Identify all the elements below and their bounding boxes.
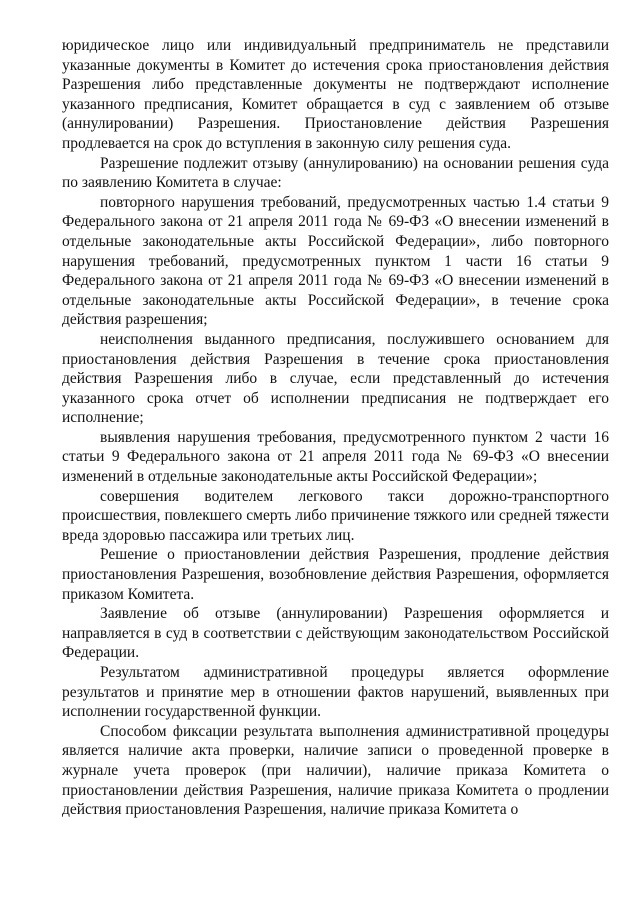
paragraph-1: юридическое лицо или индивидуальный предприниматель не представили указанные документы в Комитет до истечения срока приостановления действия Разрешения либо представленные документы не подтверждают исполнение указанного предписания, Комитет обращается в суд с заявлением об отзыве (аннулировании) Разрешения. Приостановление действия Разрешения продлевается на срок до вступления в законную силу решения суда.	[62, 37, 609, 152]
paragraph-5: выявления нарушения требования, предусмотренного пунктом 2 части 16 статьи 9 Федерального закона от 21 апреля 2011 года № 69-ФЗ «О внесении изменений в отдельные законодательные акты Российской Федерации»;	[62, 428, 609, 486]
paragraph-9: Результатом административной процедуры является оформление результатов и принятие мер в отношении фактов нарушений, выявленных при исполнении государственной функции.	[62, 664, 609, 721]
paragraph-6: совершения водителем легкового такси дорожно-транспортного происшествия, повлекшего смерть либо причинение тяжкого или средней тяжести вреда здоровью пассажира или третьих лиц.	[62, 487, 609, 544]
paragraph-10: Способом фиксации результата выполнения административной процедуры является наличие акта проверки, наличие записи о проведенной проверке в журнале учета проверок (при наличии), наличие приказа Комитета о приостановлении действия Разрешения, наличие приказа Комитета о продлении действия приостановления Разрешения, наличие приказа Комитета о	[62, 722, 609, 819]
paragraph-2: Разрешение подлежит отзыву (аннулированию) на основании решения суда по заявлению Комитета в случае:	[62, 154, 609, 192]
paragraph-7: Решение о приостановлении действия Разрешения, продление действия приостановления Разрешения, возобновление действия Разрешения, оформляется приказом Комитета.	[62, 546, 609, 603]
paragraph-4: неисполнения выданного предписания, послужившего основанием для приостановления действия Разрешения в течение срока приостановления действия Разрешения либо в случае, если представленный до истечения указанного срока отчет об исполнении предписания не подтверждает его исполнение;	[62, 330, 609, 427]
paragraph-8: Заявление об отзыве (аннулировании) Разрешения оформляется и направляется в суд в соответствии с действующим законодательством Российской Федерации.	[62, 605, 609, 662]
paragraph-3: повторного нарушения требований, предусмотренных частью 1.4 статьи 9 Федерального закона от 21 апреля 2011 года № 69-ФЗ «О внесении изменений в отдельные законодательные акты Российской Федерации», либо повторного нарушения требований, предусмотренных пунктом 1 части 16 статьи 9 Федерального закона от 21 апреля 2011 года № 69-ФЗ «О внесении изменений в отдельные законодательные акты Российской Федерации», в течение срока действия разрешения;	[62, 193, 609, 329]
